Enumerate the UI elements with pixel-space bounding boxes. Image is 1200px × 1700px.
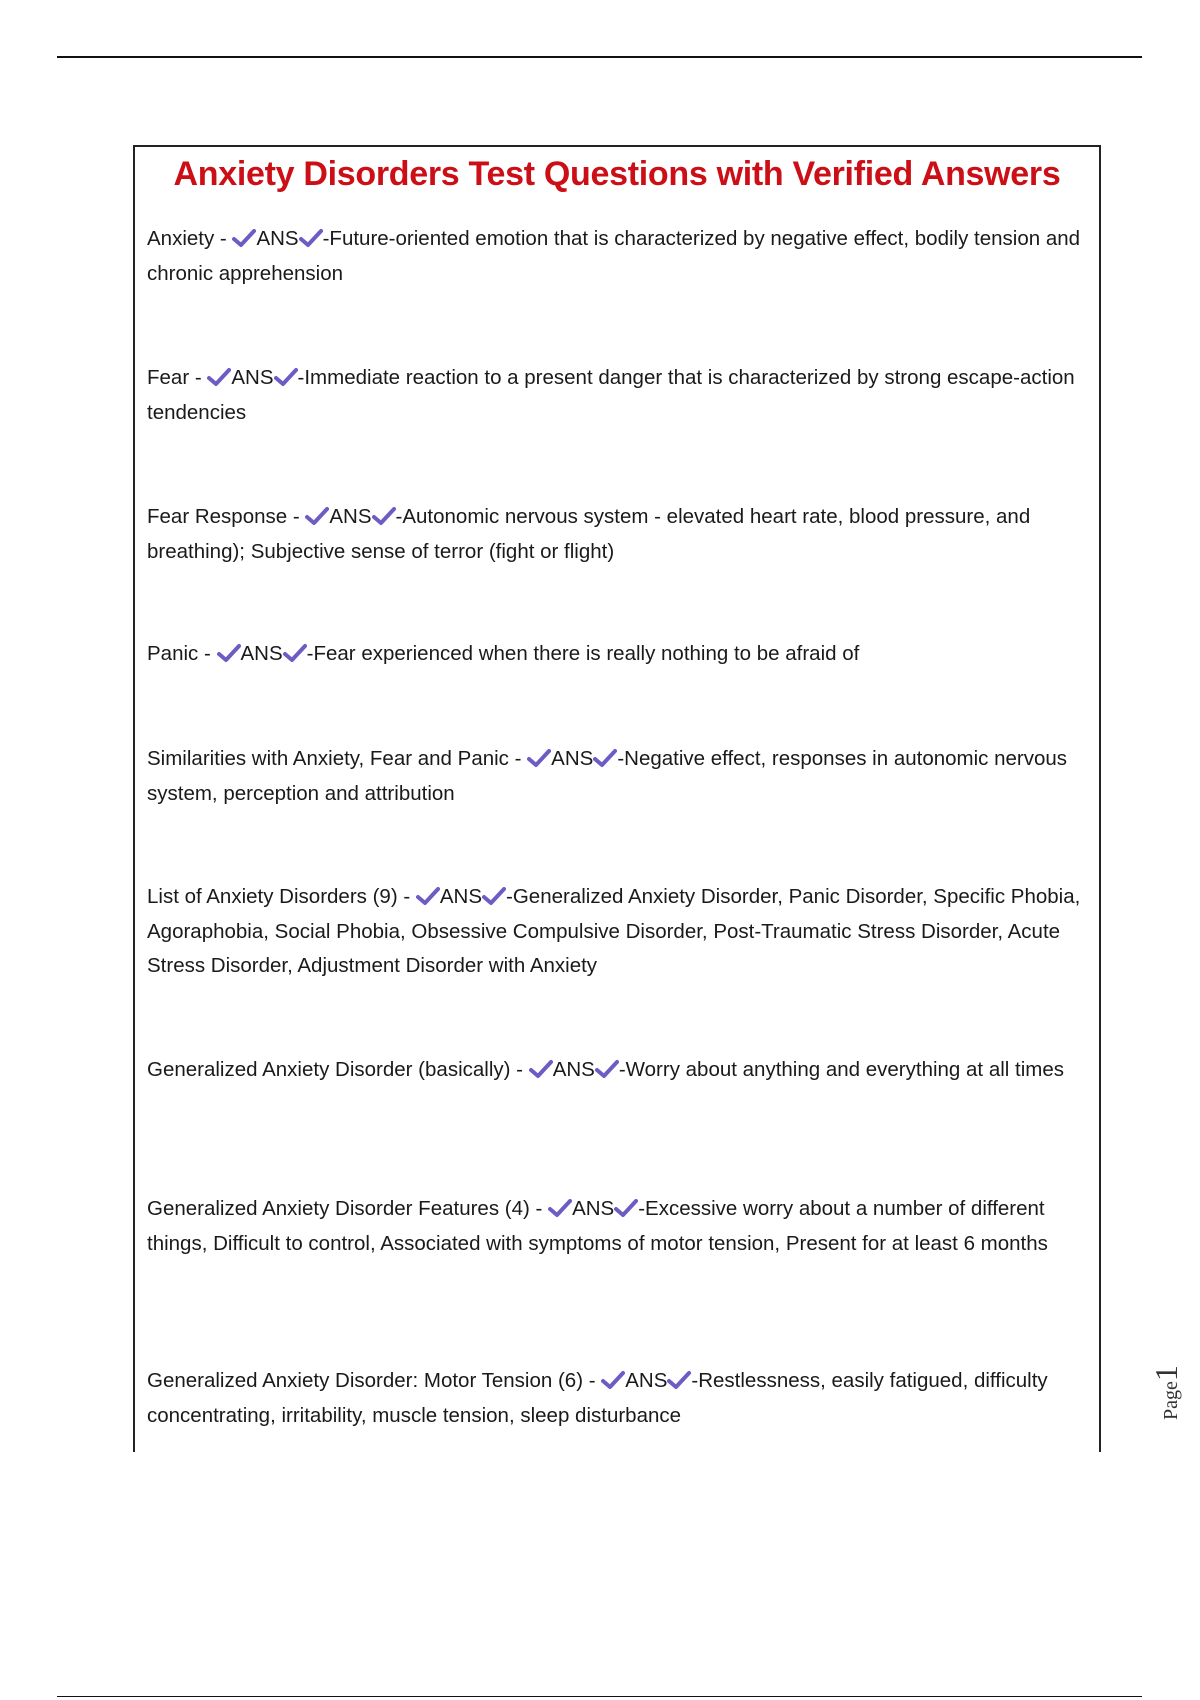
qa-item <box>147 1192 1091 1261</box>
question-text: Anxiety - <box>147 227 233 250</box>
check-icon <box>482 886 506 906</box>
check-icon <box>595 1059 619 1079</box>
page-label: Page <box>1160 1381 1182 1420</box>
check-icon <box>299 228 323 248</box>
check-icon <box>274 367 298 387</box>
check-icon <box>416 886 440 906</box>
question-text: Similarities with Anxiety, Fear and Panic - <box>147 747 528 770</box>
check-icon <box>601 1370 625 1390</box>
check-icon <box>283 643 307 663</box>
check-icon <box>232 228 256 248</box>
answer-text: -Autonomic nervous system - elevated heart rate, blood pressure, and breathing); Subjective sense of terror (fight or flight) <box>147 505 1031 563</box>
question-text: Fear Response - <box>147 505 306 528</box>
question-text: Generalized Anxiety Disorder Features (4) - <box>147 1197 549 1220</box>
question-text: Panic - <box>147 642 217 665</box>
question-text: Generalized Anxiety Disorder: Motor Tension (6) - <box>147 1369 602 1392</box>
ans-label: ANS <box>625 1369 668 1392</box>
qa-item <box>147 880 1091 984</box>
qa-item <box>147 500 1091 569</box>
answer-text: -Excessive worry about a number of different things, Difficult to control, Associated with symptoms of motor tension, Present for at least 6 months <box>147 1197 1048 1255</box>
check-icon <box>527 748 551 768</box>
answer-text: -Immediate reaction to a present danger that is characterized by strong escape-action tendencies <box>147 366 1075 424</box>
question-text: Fear - <box>147 366 208 389</box>
ans-label: ANS <box>240 642 283 665</box>
qa-item <box>147 361 1091 430</box>
answer-text: -Future-oriented emotion that is characterized by negative effect, bodily tension and chronic apprehension <box>147 227 1081 285</box>
check-icon <box>372 506 396 526</box>
check-icon <box>667 1370 691 1390</box>
qa-item <box>147 742 1091 811</box>
top-rule <box>57 56 1142 58</box>
ans-label: ANS <box>572 1197 615 1220</box>
page-number-marker <box>1148 1365 1185 1420</box>
check-icon <box>548 1198 572 1218</box>
ans-label: ANS <box>256 227 299 250</box>
question-text: Generalized Anxiety Disorder (basically) - <box>147 1058 529 1081</box>
document-title: Anxiety Disorders Test Questions with Verified Answers <box>173 155 1061 193</box>
answer-text: -Restlessness, easily fatigued, difficulty concentrating, irritability, muscle tension, sleep disturbance <box>147 1369 1048 1427</box>
document-frame <box>133 145 1101 1452</box>
ans-label: ANS <box>439 885 483 908</box>
qa-item <box>147 1053 1091 1088</box>
qa-item <box>147 1364 1091 1433</box>
qa-item <box>147 222 1091 291</box>
answer-text: -Worry about anything and everything at all times <box>618 1058 1064 1081</box>
ans-label: ANS <box>329 505 372 528</box>
answer-text: -Fear experienced when there is really nothing to be afraid of <box>306 642 860 665</box>
page-number: 1 <box>1148 1365 1184 1382</box>
qa-item <box>147 637 1091 672</box>
check-icon <box>217 643 241 663</box>
answer-text: -Generalized Anxiety Disorder, Panic Disorder, Specific Phobia, Agoraphobia, Social Phobia, Obsessive Compulsive Disorder, Post-Traumatic Stress Disorder, Acute Stress Disorder, Adjustment Disorder with Anxiety <box>147 885 1081 977</box>
ans-label: ANS <box>551 747 594 770</box>
check-icon <box>207 367 231 387</box>
check-icon <box>529 1059 553 1079</box>
check-icon <box>593 748 617 768</box>
question-text: List of Anxiety Disorders (9) - <box>147 885 416 908</box>
bottom-rule <box>57 1696 1142 1697</box>
answer-text: -Negative effect, responses in autonomic nervous system, perception and attribution <box>147 747 1068 805</box>
check-icon <box>305 506 329 526</box>
ans-label: ANS <box>552 1058 595 1081</box>
ans-label: ANS <box>231 366 274 389</box>
check-icon <box>614 1198 638 1218</box>
